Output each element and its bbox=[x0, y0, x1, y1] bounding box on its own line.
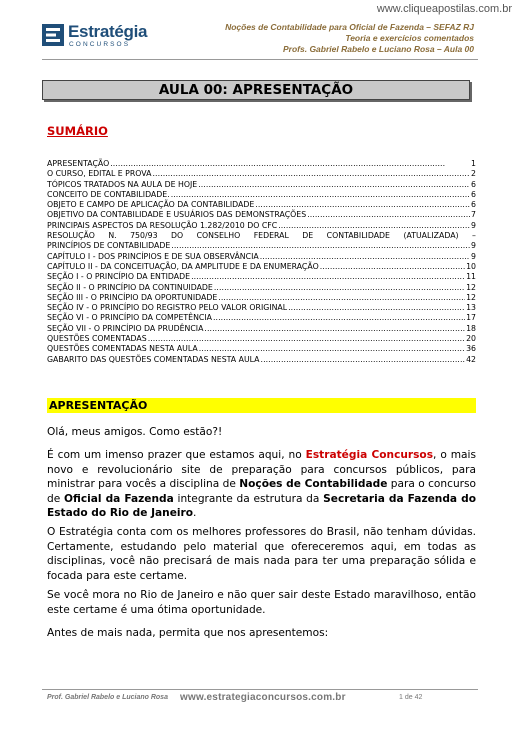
toc-entry-page: 1 bbox=[471, 159, 476, 168]
toc-entry[interactable] bbox=[47, 210, 476, 220]
toc-entry-title: CAPÍTULO I - DOS PRINCÍPIOS E DE SUA OBSERVÂNCIA bbox=[47, 251, 259, 261]
footer-divider bbox=[42, 689, 478, 690]
lesson-title: AULA 00: APRESENTAÇÃO bbox=[42, 80, 470, 100]
toc-leader bbox=[191, 272, 465, 282]
header-authors: Profs. Gabriel Rabelo e Luciano Rosa – Aula 00 bbox=[283, 44, 474, 54]
toc-entry-title: O CURSO, EDITAL E PROVA bbox=[47, 169, 152, 179]
toc-entry[interactable] bbox=[47, 169, 476, 179]
toc-entry-title: OBJETIVO DA CONTABILIDADE E USUÁRIOS DAS DEMONSTRAÇÕES bbox=[47, 210, 307, 220]
intro-subject: Noções de Contabilidade bbox=[239, 478, 388, 490]
logo-brand-text: Estratégia bbox=[68, 22, 148, 41]
paragraph-presentation: Antes de mais nada, permita que nos apresentemos: bbox=[47, 627, 329, 639]
toc-entry[interactable] bbox=[47, 200, 476, 210]
toc-entry-page: 6 bbox=[471, 189, 476, 199]
toc-entry-title[interactable]: RESOLUÇÃO N. 750/93 DO CONSELHO FEDERAL DE CONTABILIDADE (ATUALIZADA) – bbox=[47, 231, 476, 241]
paragraph-rio: Se você mora no Rio de Janeiro e não quer sair deste Estado maravilhoso, então este certame é uma ótima oportunidade. bbox=[47, 589, 476, 616]
intro-agency: Secretaria da Fazenda do Estado do Rio de Janeiro bbox=[47, 492, 476, 519]
toc-entry-title: GABARITO DAS QUESTÕES COMENTADAS NESTA AULA bbox=[47, 354, 260, 364]
toc-entry[interactable] bbox=[47, 241, 476, 251]
summary-heading: SUMÁRIO bbox=[47, 124, 108, 138]
toc-entry-title: SEÇÃO VII - O PRINCÍPIO DA PRUDÊNCIA bbox=[47, 323, 204, 333]
toc-entry-title: APRESENTAÇÃO bbox=[47, 159, 110, 168]
toc-entry-page: 36 bbox=[466, 344, 476, 354]
toc-entry-title: SEÇÃO II - O PRINCÍPIO DA CONTINUIDADE bbox=[47, 282, 213, 292]
intro-brand: Estratégia Concursos bbox=[305, 449, 434, 461]
toc-entry-page: 6 bbox=[471, 200, 476, 210]
page-number bbox=[399, 694, 422, 701]
toc-leader bbox=[278, 221, 470, 231]
toc-entry[interactable] bbox=[47, 344, 476, 354]
footer-site-link[interactable]: www.estrategiaconcursos.com.br bbox=[180, 692, 346, 703]
toc-entry-title: SEÇÃO III - O PRINCÍPIO DA OPORTUNIDADE bbox=[47, 292, 218, 302]
toc-entry-page: 7 bbox=[471, 210, 476, 220]
logo-sub-text: CONCURSOS bbox=[69, 41, 131, 48]
intro-text-1: É com um imenso prazer que estamos aqui, no bbox=[47, 449, 306, 461]
toc-entry[interactable] bbox=[47, 293, 476, 303]
header-subtitle: Teoria e exercícios comentados bbox=[345, 33, 474, 43]
toc-entry[interactable] bbox=[47, 180, 476, 190]
paragraph-greeting: Olá, meus amigos. Como estão?! bbox=[47, 426, 223, 438]
toc-leader bbox=[307, 210, 470, 220]
toc-entry[interactable] bbox=[47, 334, 476, 344]
toc-entry[interactable] bbox=[47, 303, 476, 313]
toc-entry-page: 11 bbox=[466, 272, 476, 282]
toc-entry[interactable] bbox=[47, 313, 476, 323]
toc-entry-page: 12 bbox=[466, 282, 476, 292]
intro-text-5: . bbox=[193, 507, 197, 519]
toc-entry-title: SEÇÃO I - O PRINCÍPIO DA ENTIDADE bbox=[47, 272, 191, 282]
toc-entry[interactable] bbox=[47, 159, 476, 169]
toc-leader bbox=[218, 293, 465, 303]
watermark-url: www.cliqueapostilas.com.br bbox=[376, 3, 512, 15]
logo-mark-icon bbox=[42, 24, 64, 46]
toc-entry[interactable] bbox=[47, 355, 476, 365]
toc-leader bbox=[152, 169, 470, 179]
toc-entry-page: 9 bbox=[471, 241, 476, 251]
toc-leader bbox=[199, 344, 465, 354]
toc-leader bbox=[171, 241, 470, 251]
intro-position: Oficial da Fazenda bbox=[63, 492, 174, 505]
table-of-contents bbox=[47, 159, 476, 365]
toc-entry-page: 13 bbox=[466, 303, 476, 313]
toc-entry-title: PRINCÍPIOS DE CONTABILIDADE bbox=[47, 241, 171, 251]
toc-entry-page: 6 bbox=[471, 179, 476, 189]
toc-entry[interactable] bbox=[47, 324, 476, 334]
toc-entry-page: 20 bbox=[466, 334, 476, 344]
toc-entry-title: SEÇÃO VI - O PRINCÍPIO DA COMPETÊNCIA bbox=[47, 313, 212, 323]
toc-entry-title: CONCEITO DE CONTABILIDADE. bbox=[47, 189, 170, 199]
toc-entry-title: PRINCIPAIS ASPECTOS DA RESOLUÇÃO 1.282/2010 DO CFC bbox=[47, 220, 278, 230]
toc-entry-page: 42 bbox=[466, 354, 476, 364]
toc-entry[interactable] bbox=[47, 262, 476, 272]
footer-authors: Prof. Gabriel Rabelo e Luciano Rosa bbox=[47, 694, 168, 701]
toc-leader bbox=[213, 313, 465, 323]
toc-entry-page: 12 bbox=[466, 292, 476, 302]
toc-leader bbox=[288, 303, 465, 313]
toc-leader bbox=[204, 324, 465, 334]
toc-leader bbox=[214, 283, 465, 293]
toc-leader bbox=[148, 334, 465, 344]
toc-leader bbox=[261, 355, 466, 365]
toc-entry[interactable] bbox=[47, 190, 476, 200]
intro-text-3: para o concurso de bbox=[47, 478, 477, 505]
intro-text-2: , o mais novo e revolucionário site de preparação para concursos públicos, para ministrar para vocês a disciplina de bbox=[47, 449, 477, 490]
page-separator: de bbox=[404, 694, 413, 701]
paragraph-intro bbox=[47, 448, 476, 521]
toc-leader bbox=[110, 159, 470, 169]
toc-entry-page: 10 bbox=[466, 261, 476, 271]
intro-text-4: integrante da estrutura da bbox=[173, 492, 324, 505]
toc-entry-page: 18 bbox=[466, 323, 476, 333]
toc-entry-page: 2 bbox=[471, 169, 476, 179]
toc-leader bbox=[171, 190, 470, 200]
toc-leader bbox=[320, 262, 465, 272]
toc-entry-title: CAPÍTULO II - DA CONCEITUAÇÃO, DA AMPLITUDE E DA ENUMERAÇÃO bbox=[47, 261, 319, 271]
toc-leader bbox=[260, 252, 470, 262]
toc-entry-title: SEÇÃO IV - O PRINCÍPIO DO REGISTRO PELO VALOR ORIGINAL bbox=[47, 303, 288, 313]
toc-entry-title: TÓPICOS TRATADOS NA AULA DE HOJE bbox=[47, 179, 198, 189]
toc-entry[interactable] bbox=[47, 272, 476, 282]
estrategia-logo bbox=[42, 22, 162, 52]
header-divider bbox=[42, 59, 478, 60]
page-total: 42 bbox=[414, 694, 423, 701]
toc-entry-title: QUESTÕES COMENTADAS NESTA AULA bbox=[47, 344, 198, 354]
page-footer bbox=[47, 694, 476, 701]
toc-entry-title: QUESTÕES COMENTADAS bbox=[47, 334, 147, 344]
page-current: 1 bbox=[399, 694, 403, 701]
toc-entry[interactable] bbox=[47, 283, 476, 293]
toc-entry[interactable] bbox=[47, 221, 476, 231]
toc-entry-title: OBJETO E CAMPO DE APLICAÇÃO DA CONTABILIDADE bbox=[47, 200, 255, 210]
toc-leader bbox=[255, 200, 470, 210]
paragraph-professors: O Estratégia conta com os melhores professores do Brasil, não tenham dúvidas. Certamente, estudando pelo material que ofereceremos aqui, em todas as disciplinas, você não precisará de mais nada para ter uma preparação sólida e focada para este certame. bbox=[47, 526, 476, 582]
toc-leader bbox=[198, 180, 470, 190]
toc-entry[interactable] bbox=[47, 252, 476, 262]
toc-entry-page: 9 bbox=[471, 251, 476, 261]
section-heading-apresentacao: APRESENTAÇÃO bbox=[47, 398, 476, 413]
document-header bbox=[225, 22, 474, 55]
toc-entry-page: 9 bbox=[471, 220, 476, 230]
toc-entry-page: 17 bbox=[466, 313, 476, 323]
header-course-title: Noções de Contabilidade para Oficial de Fazenda – SEFAZ RJ bbox=[225, 22, 474, 32]
